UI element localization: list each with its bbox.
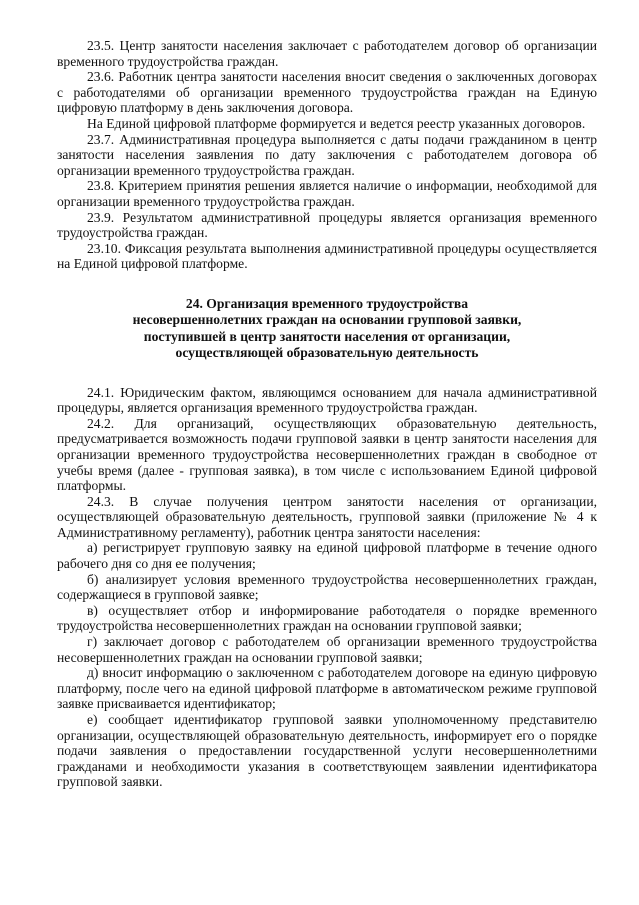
- list-item-v: в) осуществляет отбор и информирование работодателя о порядке временного трудоустройства несовершеннолетних граждан на основании групповой заявки;: [57, 602, 597, 634]
- paragraph-24-3: 24.3. В случае получения центром занятости населения от организации, осуществляющей образовательную деятельность, групповой заявки (приложение № 4 к Административному регламенту), работник центра занятости населения:: [57, 493, 597, 540]
- paragraph-23-8: 23.8. Критерием принятия решения является наличие о информации, необходимой для организации временного трудоустройства граждан.: [57, 178, 597, 209]
- heading-line: поступившей в центр занятости населения от организации,: [143, 328, 511, 344]
- paragraph-23-10: 23.10. Фиксация результата выполнения административной процедуры осуществляется на Единой цифровой платформе.: [57, 240, 597, 272]
- list-item-a: а) регистрирует групповую заявку на единой цифровой платформе в течение одного рабочего дня со дня ее получения;: [57, 540, 597, 572]
- paragraph-23-5: 23.5. Центр занятости населения заключает с работодателем договор об организации временного трудоустройства граждан.: [57, 38, 597, 69]
- document-page: [57, 38, 597, 790]
- paragraph-registry: На Единой цифровой платформе формируется и ведется реестр указанных договоров.: [87, 115, 586, 131]
- paragraph-23-9: 23.9. Результатом административной процедуры является организация временного трудоустройства граждан.: [57, 209, 597, 241]
- list-item-g: г) заключает договор с работодателем об организации временного трудоустройства несовершеннолетних граждан на основании групповой заявки;: [57, 634, 597, 665]
- paragraph-24-2: 24.2. Для организаций, осуществляющих образовательную деятельность, предусматривается возможность подачи групповой заявки в центр занятости населения для организации временного трудоустройства несовершеннолетних граждан в свободное от учебы время (далее - групповая заявка), в том числе с использованием Единой цифровой платформы.: [57, 415, 597, 494]
- list-item-e: е) сообщает идентификатор групповой заявки уполномоченному представителю организации, осуществляющей образовательную деятельность, информирует его о порядке подачи заявления о предоставлении государственной услуги несовершеннолетними гражданами и необходимости указания в соответствующем заявлении идентификатора групповой заявки.: [57, 712, 597, 790]
- paragraph-23-7: 23.7. Административная процедура выполняется с даты подачи гражданином в центр занятости населения заявления по дату заключения с работодателем договора об организации временного трудоустройства граждан.: [57, 131, 597, 178]
- paragraph-23-6: 23.6. Работник центра занятости населения вносит сведения о заключенных договорах с работодателями об организации временного трудоустройства граждан на Единую цифровую платформу в день заключения договора.: [57, 69, 597, 116]
- heading-line: осуществляющей образовательную деятельность: [175, 345, 479, 361]
- paragraph-24-1: 24.1. Юридическим фактом, являющимся основанием для начала административной процедуры, является организация временного трудоустройства граждан.: [57, 384, 597, 416]
- heading-line: несовершеннолетних граждан на основании групповой заявки,: [132, 312, 522, 328]
- section-heading-24: [57, 296, 597, 362]
- list-item-b: б) анализирует условия временного трудоустройства несовершеннолетних граждан, содержащиеся в групповой заявке;: [57, 571, 597, 603]
- list-item-d: д) вносит информацию о заключенном с работодателем договоре на единую цифровую платформу, после чего на единой цифровой платформе в автоматическом режиме групповой заявке присваивается идентификатор;: [57, 665, 597, 712]
- heading-line: 24. Организация временного трудоустройства: [185, 295, 469, 311]
